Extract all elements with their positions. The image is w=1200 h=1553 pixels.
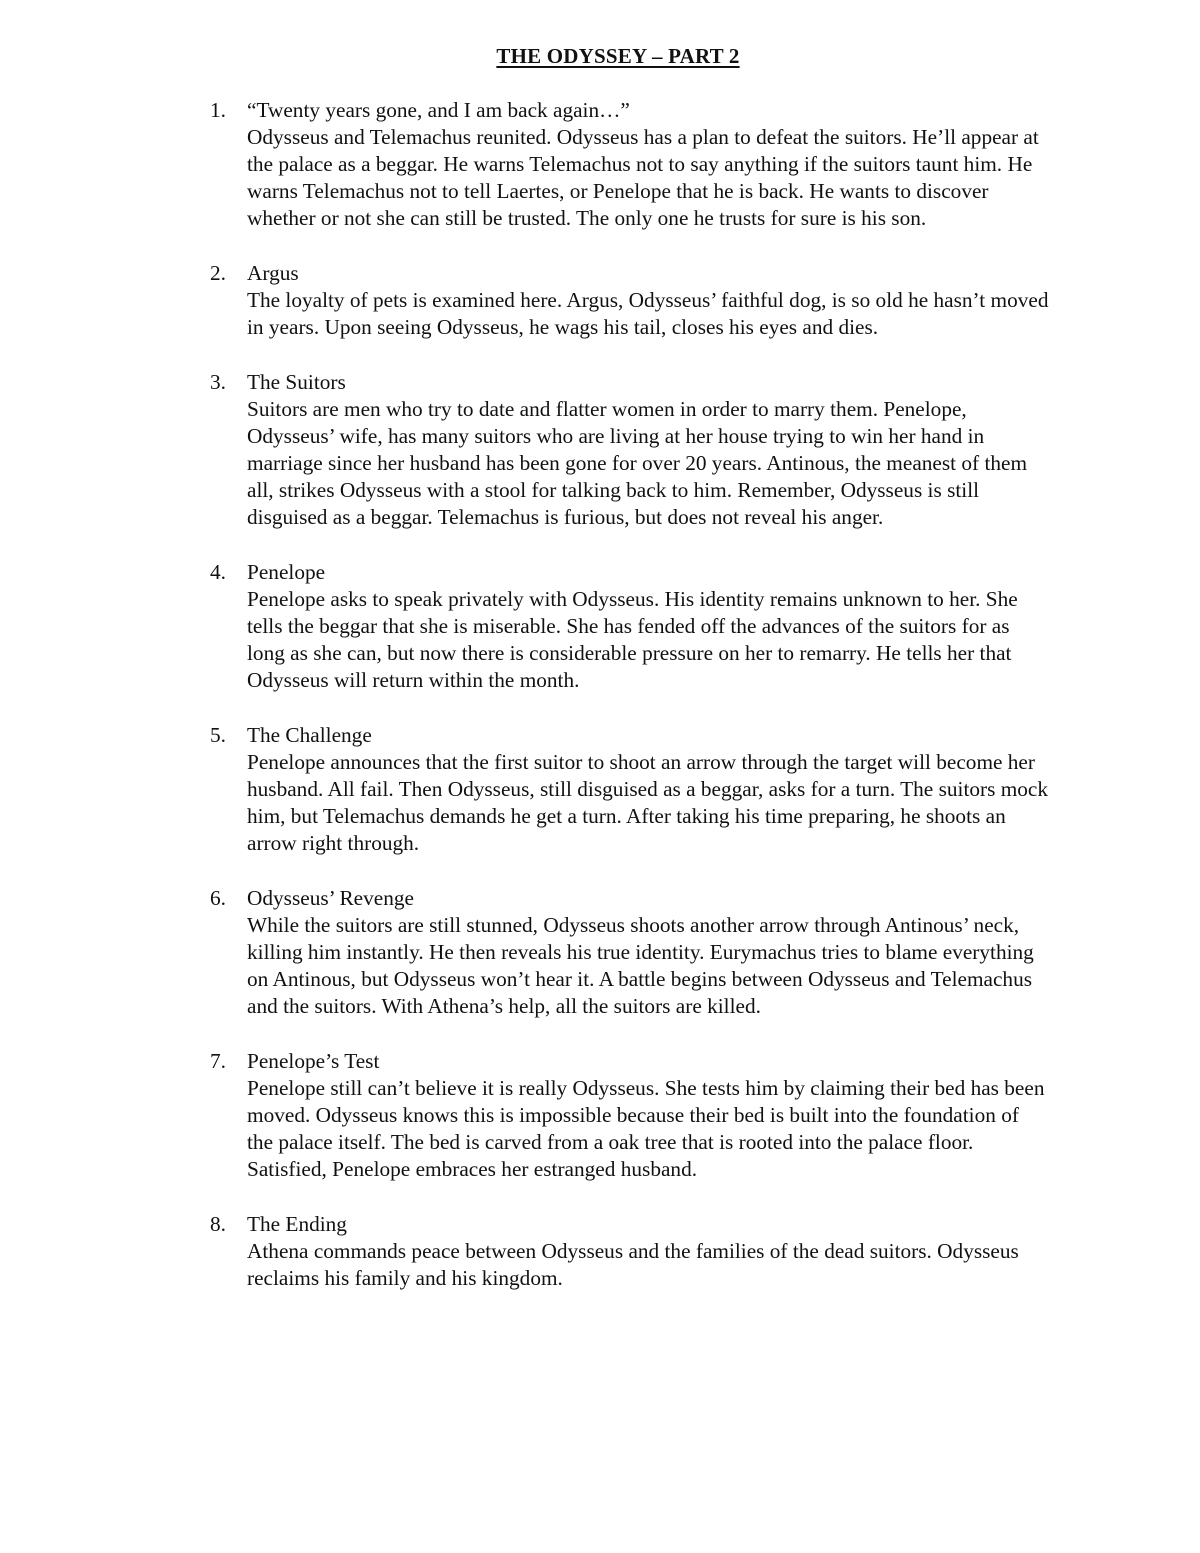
list-item	[210, 885, 1050, 1020]
item-heading: Odysseus’ Revenge	[247, 886, 414, 910]
item-body: Penelope announces that the first suitor to shoot an arrow through the target will become her husband. All fail. Then Odysseus, still disguised as a beggar, asks for a turn. The suitors mock him, but Telemachus demands he get a turn. After taking his time preparing, he shoots an arrow right through.	[247, 750, 1049, 855]
document-title: THE ODYSSEY – PART 2	[496, 44, 740, 68]
list-item	[210, 1211, 1050, 1292]
list-item	[210, 722, 1050, 857]
item-body: Penelope still can’t believe it is really Odysseus. She tests him by claiming their bed has been moved. Odysseus knows this is impossible because their bed is built into the foundation of the palace itself. The bed is carved from a oak tree that is rooted into the palace floor. Satisfied, Penelope embraces her estranged husband.	[247, 1076, 1045, 1181]
item-heading: Argus	[247, 261, 299, 285]
list-item	[210, 97, 1050, 232]
item-body: Odysseus and Telemachus reunited. Odysseus has a plan to defeat the suitors. He’ll appear at the palace as a beggar. He warns Telemachus not to say anything if the suitors taunt him. He warns Telemachus not to tell Laertes, or Penelope that he is back. He wants to discover whether or not she can still be trusted. The only one he trusts for sure is his son.	[247, 125, 1039, 230]
summary-list	[210, 97, 1050, 1320]
item-number: 4.	[210, 560, 226, 584]
item-number: 3.	[210, 370, 226, 394]
item-number: 5.	[210, 723, 226, 747]
item-body: Penelope asks to speak privately with Odysseus. His identity remains unknown to her. She tells the beggar that she is miserable. She has fended off the advances of the suitors for as long as she can, but now there is considerable pressure on her to remarry. He tells her that Odysseus will return within the month.	[247, 587, 1018, 692]
item-heading: The Ending	[247, 1212, 347, 1236]
item-body: Suitors are men who try to date and flatter women in order to marry them. Penelope, Odysseus’ wife, has many suitors who are living at her house trying to win her hand in marriage since her husband has been gone for over 20 years. Antinous, the meanest of them all, strikes Odysseus with a stool for talking back to him. Remember, Odysseus is still disguised as a beggar. Telemachus is furious, but does not reveal his anger.	[247, 397, 1028, 529]
item-number: 1.	[210, 98, 226, 122]
item-body: The loyalty of pets is examined here. Argus, Odysseus’ faithful dog, is so old he hasn’t moved in years. Upon seeing Odysseus, he wags his tail, closes his eyes and dies.	[247, 288, 1049, 339]
item-heading: The Suitors	[247, 370, 346, 394]
item-number: 6.	[210, 886, 226, 910]
item-heading: “Twenty years gone, and I am back again…”	[247, 98, 630, 122]
item-number: 7.	[210, 1049, 226, 1073]
list-item	[210, 260, 1050, 341]
item-heading: The Challenge	[247, 723, 372, 747]
item-body: While the suitors are still stunned, Odysseus shoots another arrow through Antinous’ neck, killing him instantly. He then reveals his true identity. Eurymachus tries to blame everything on Antinous, but Odysseus won’t hear it. A battle begins between Odysseus and Telemachus and the suitors. With Athena’s help, all the suitors are killed.	[247, 913, 1034, 1018]
item-number: 2.	[210, 261, 226, 285]
item-number: 8.	[210, 1212, 226, 1236]
item-heading: Penelope’s Test	[247, 1049, 380, 1073]
list-item	[210, 1048, 1050, 1183]
list-item	[210, 559, 1050, 694]
item-heading: Penelope	[247, 560, 326, 584]
list-item	[210, 369, 1050, 531]
item-body: Athena commands peace between Odysseus and the families of the dead suitors. Odysseus reclaims his family and his kingdom.	[247, 1239, 1019, 1290]
